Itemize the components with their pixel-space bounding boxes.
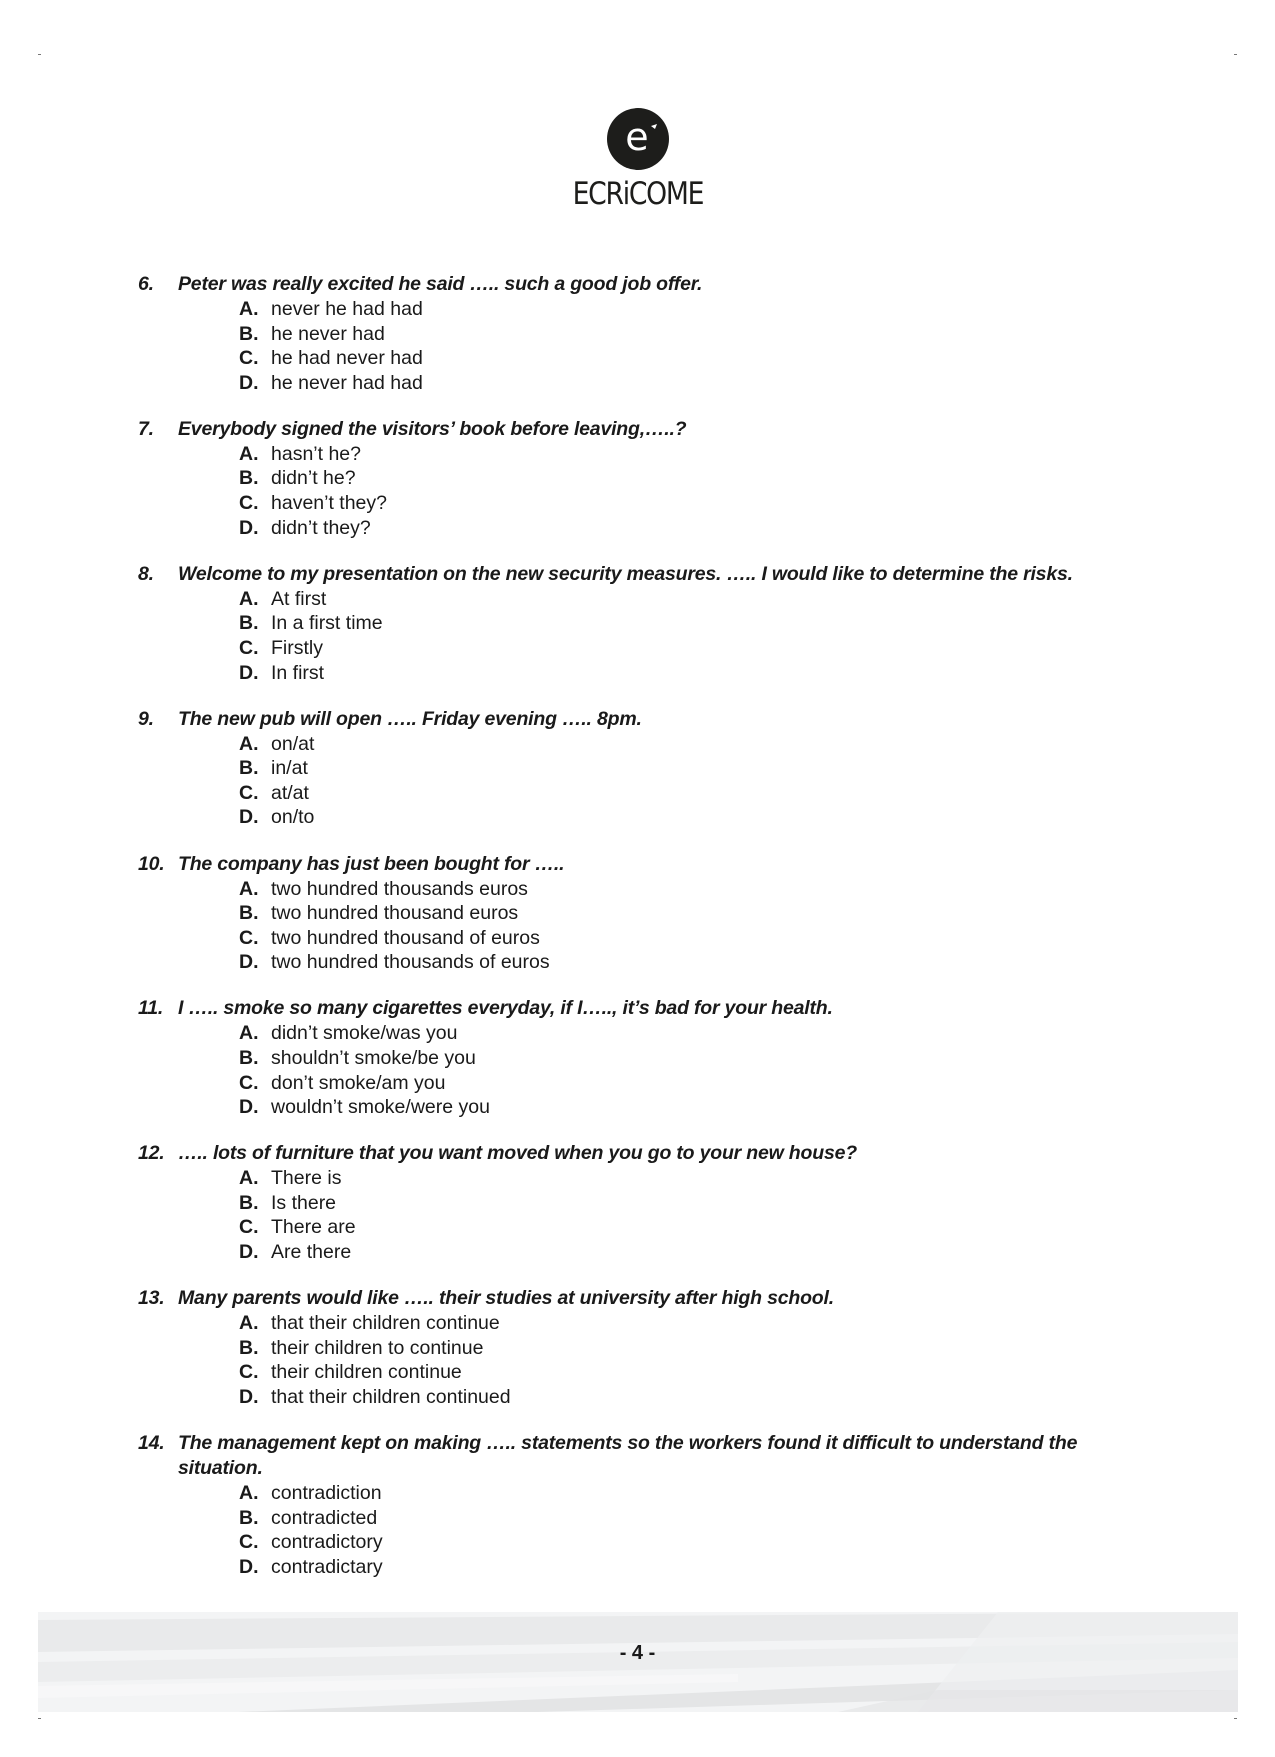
option-letter: C.	[239, 1531, 259, 1554]
option-text: their children continue	[271, 1361, 462, 1384]
question-number: 14.	[138, 1432, 165, 1454]
option-letter: B.	[239, 1506, 259, 1529]
option-text: he never had had	[271, 371, 423, 394]
question-item	[138, 417, 1138, 540]
option-text: shouldn’t smoke/be you	[271, 1046, 476, 1069]
option-text: contradictary	[271, 1555, 383, 1578]
option-text: In first	[271, 661, 325, 684]
option-letter: A.	[239, 587, 259, 610]
option-text: don’t smoke/am you	[271, 1071, 446, 1094]
answer-options	[138, 442, 1138, 540]
question-number: 9.	[138, 707, 154, 730]
question-header	[138, 562, 1138, 587]
question-item	[138, 1431, 1138, 1579]
answer-options	[138, 1311, 1138, 1409]
option-letter: B.	[239, 757, 259, 780]
option-text: didn’t he?	[271, 467, 356, 490]
answer-option	[239, 1530, 1138, 1555]
question-text: ….. lots of furniture that you want moved when you go to your new house?	[178, 1142, 857, 1165]
ecricome-logo	[0, 108, 1275, 212]
answer-option	[239, 1021, 1138, 1046]
answer-option	[239, 611, 1138, 636]
answer-option	[239, 926, 1138, 951]
question-number: 10.	[138, 852, 165, 875]
option-letter: C.	[239, 926, 259, 949]
logo-emblem-icon	[607, 108, 669, 170]
option-letter: B.	[239, 1046, 259, 1069]
option-text: In a first time	[271, 612, 383, 635]
option-text: There are	[271, 1216, 356, 1239]
option-letter: B.	[239, 1191, 259, 1214]
option-letter: A.	[239, 1022, 259, 1045]
answer-option	[239, 661, 1138, 686]
answer-option	[239, 636, 1138, 661]
option-text: haven’t they?	[271, 492, 388, 515]
option-text: At first	[271, 587, 327, 610]
option-letter: B.	[239, 612, 259, 635]
answer-option	[239, 322, 1138, 347]
option-letter: D.	[239, 806, 259, 829]
question-header	[138, 1431, 1138, 1481]
answer-option	[239, 1311, 1138, 1336]
option-letter: A.	[239, 732, 259, 755]
option-text: two hundred thousands euros	[271, 877, 528, 900]
question-item	[138, 562, 1138, 685]
option-text: Firstly	[271, 636, 323, 659]
option-text: hasn’t he?	[271, 442, 361, 465]
answer-option	[239, 466, 1138, 491]
question-item	[138, 996, 1138, 1119]
question-number: 13.	[138, 1287, 165, 1310]
option-letter: C.	[239, 781, 259, 804]
option-letter: B.	[239, 902, 259, 925]
answer-option	[239, 781, 1138, 806]
question-header	[138, 852, 1138, 877]
answer-option	[239, 346, 1138, 371]
option-letter: D.	[239, 1096, 259, 1119]
option-letter: B.	[239, 322, 259, 345]
question-item	[138, 1141, 1138, 1264]
option-letter: D.	[239, 371, 259, 394]
option-text: never he had had	[271, 298, 423, 320]
option-letter: A.	[239, 298, 259, 320]
option-text: didn’t smoke/was you	[271, 1022, 458, 1045]
option-letter: C.	[239, 1071, 259, 1094]
option-letter: A.	[239, 1482, 259, 1504]
answer-option	[239, 516, 1138, 541]
crop-mark	[38, 1718, 41, 1719]
question-text: The management kept on making ….. statements so the workers found it difficult to understand the situation.	[178, 1432, 1078, 1479]
question-text: Everybody signed the visitors’ book before leaving,…..?	[178, 417, 687, 440]
question-item	[138, 852, 1138, 975]
answer-option	[239, 1481, 1138, 1506]
option-text: contradiction	[271, 1482, 382, 1504]
option-text: contradictory	[271, 1531, 383, 1554]
option-letter: C.	[239, 636, 259, 659]
page-number: - 4 -	[619, 1642, 656, 1664]
option-text: two hundred thousand of euros	[271, 926, 540, 949]
answer-option	[239, 901, 1138, 926]
option-text: contradicted	[271, 1506, 378, 1529]
question-text: Welcome to my presentation on the new security measures. ….. I would like to determine the risks.	[178, 562, 1073, 585]
question-number: 8.	[138, 562, 154, 585]
answer-option	[239, 1555, 1138, 1580]
question-number: 7.	[138, 417, 154, 440]
answer-options	[138, 297, 1138, 395]
question-number: 12.	[138, 1142, 165, 1165]
answer-options	[138, 587, 1138, 685]
answer-option	[239, 1046, 1138, 1071]
answer-option	[239, 1071, 1138, 1096]
answer-option	[239, 732, 1138, 757]
logo-accent-icon	[651, 124, 657, 129]
logo-wordmark: ECRiCOME	[572, 176, 703, 212]
option-letter: D.	[239, 1555, 259, 1578]
option-letter: C.	[239, 1216, 259, 1239]
option-letter: C.	[239, 492, 259, 515]
option-letter: B.	[239, 1336, 259, 1359]
answer-option	[239, 1095, 1138, 1120]
question-text: I ….. smoke so many cigarettes everyday, if I….., it’s bad for your health.	[178, 997, 833, 1020]
answer-options	[138, 877, 1138, 975]
answer-option	[239, 1215, 1138, 1240]
option-text: their children to continue	[271, 1336, 484, 1359]
question-header	[138, 1141, 1138, 1166]
question-header	[138, 1286, 1138, 1311]
crop-mark	[38, 54, 41, 55]
question-text: The new pub will open ….. Friday evening ….. 8pm.	[178, 707, 642, 730]
option-text: in/at	[271, 757, 308, 780]
option-letter: D.	[239, 1385, 259, 1408]
answer-option	[239, 1506, 1138, 1531]
logo-letter: e	[624, 115, 649, 159]
option-text: wouldn’t smoke/were you	[271, 1096, 490, 1119]
question-text: Peter was really excited he said ….. such a good job offer.	[178, 273, 703, 295]
option-text: two hundred thousands of euros	[271, 951, 550, 974]
answer-options	[138, 1166, 1138, 1264]
option-text: two hundred thousand euros	[271, 902, 519, 925]
answer-options	[138, 1021, 1138, 1119]
option-letter: B.	[239, 467, 259, 490]
question-item	[138, 272, 1138, 395]
answer-option	[239, 756, 1138, 781]
question-header	[138, 272, 1138, 297]
option-letter: D.	[239, 1241, 259, 1264]
question-header	[138, 417, 1138, 442]
option-text: that their children continue	[271, 1312, 500, 1335]
answer-option	[239, 1191, 1138, 1216]
answer-option	[239, 1336, 1138, 1361]
question-header	[138, 996, 1138, 1021]
answer-option	[239, 297, 1138, 322]
answer-option	[239, 491, 1138, 516]
answer-option	[239, 1360, 1138, 1385]
question-item	[138, 707, 1138, 830]
option-text: he never had	[271, 322, 385, 345]
option-text: Are there	[271, 1241, 352, 1264]
crop-mark	[1234, 54, 1237, 55]
answer-option	[239, 1166, 1138, 1191]
option-text: Is there	[271, 1191, 337, 1214]
question-number: 6.	[138, 273, 154, 295]
option-text: didn’t they?	[271, 516, 371, 539]
option-letter: C.	[239, 347, 259, 370]
answer-option	[239, 1240, 1138, 1265]
option-letter: A.	[239, 1312, 259, 1335]
question-header	[138, 707, 1138, 732]
question-number: 11.	[138, 997, 164, 1020]
option-letter: D.	[239, 661, 259, 684]
option-text: on/at	[271, 732, 315, 755]
crop-mark	[1234, 1718, 1237, 1719]
answer-options	[138, 1481, 1138, 1579]
answer-option	[239, 805, 1138, 830]
option-letter: C.	[239, 1361, 259, 1384]
answer-option	[239, 877, 1138, 902]
question-item	[138, 1286, 1138, 1409]
answer-option	[239, 442, 1138, 467]
option-letter: D.	[239, 516, 259, 539]
option-letter: A.	[239, 442, 259, 465]
option-text: at/at	[271, 781, 309, 804]
answer-options	[138, 732, 1138, 830]
option-text: that their children continued	[271, 1385, 511, 1408]
answer-option	[239, 1385, 1138, 1410]
answer-option	[239, 587, 1138, 612]
option-letter: A.	[239, 877, 259, 900]
option-text: There is	[271, 1167, 342, 1190]
question-list	[138, 272, 1138, 1579]
answer-option	[239, 371, 1138, 396]
option-text: on/to	[271, 806, 315, 829]
option-letter: D.	[239, 951, 259, 974]
question-text: The company has just been bought for …..	[178, 852, 565, 875]
answer-option	[239, 950, 1138, 975]
question-text: Many parents would like ….. their studies at university after high school.	[178, 1287, 834, 1310]
option-text: he had never had	[271, 347, 423, 370]
option-letter: A.	[239, 1167, 259, 1190]
